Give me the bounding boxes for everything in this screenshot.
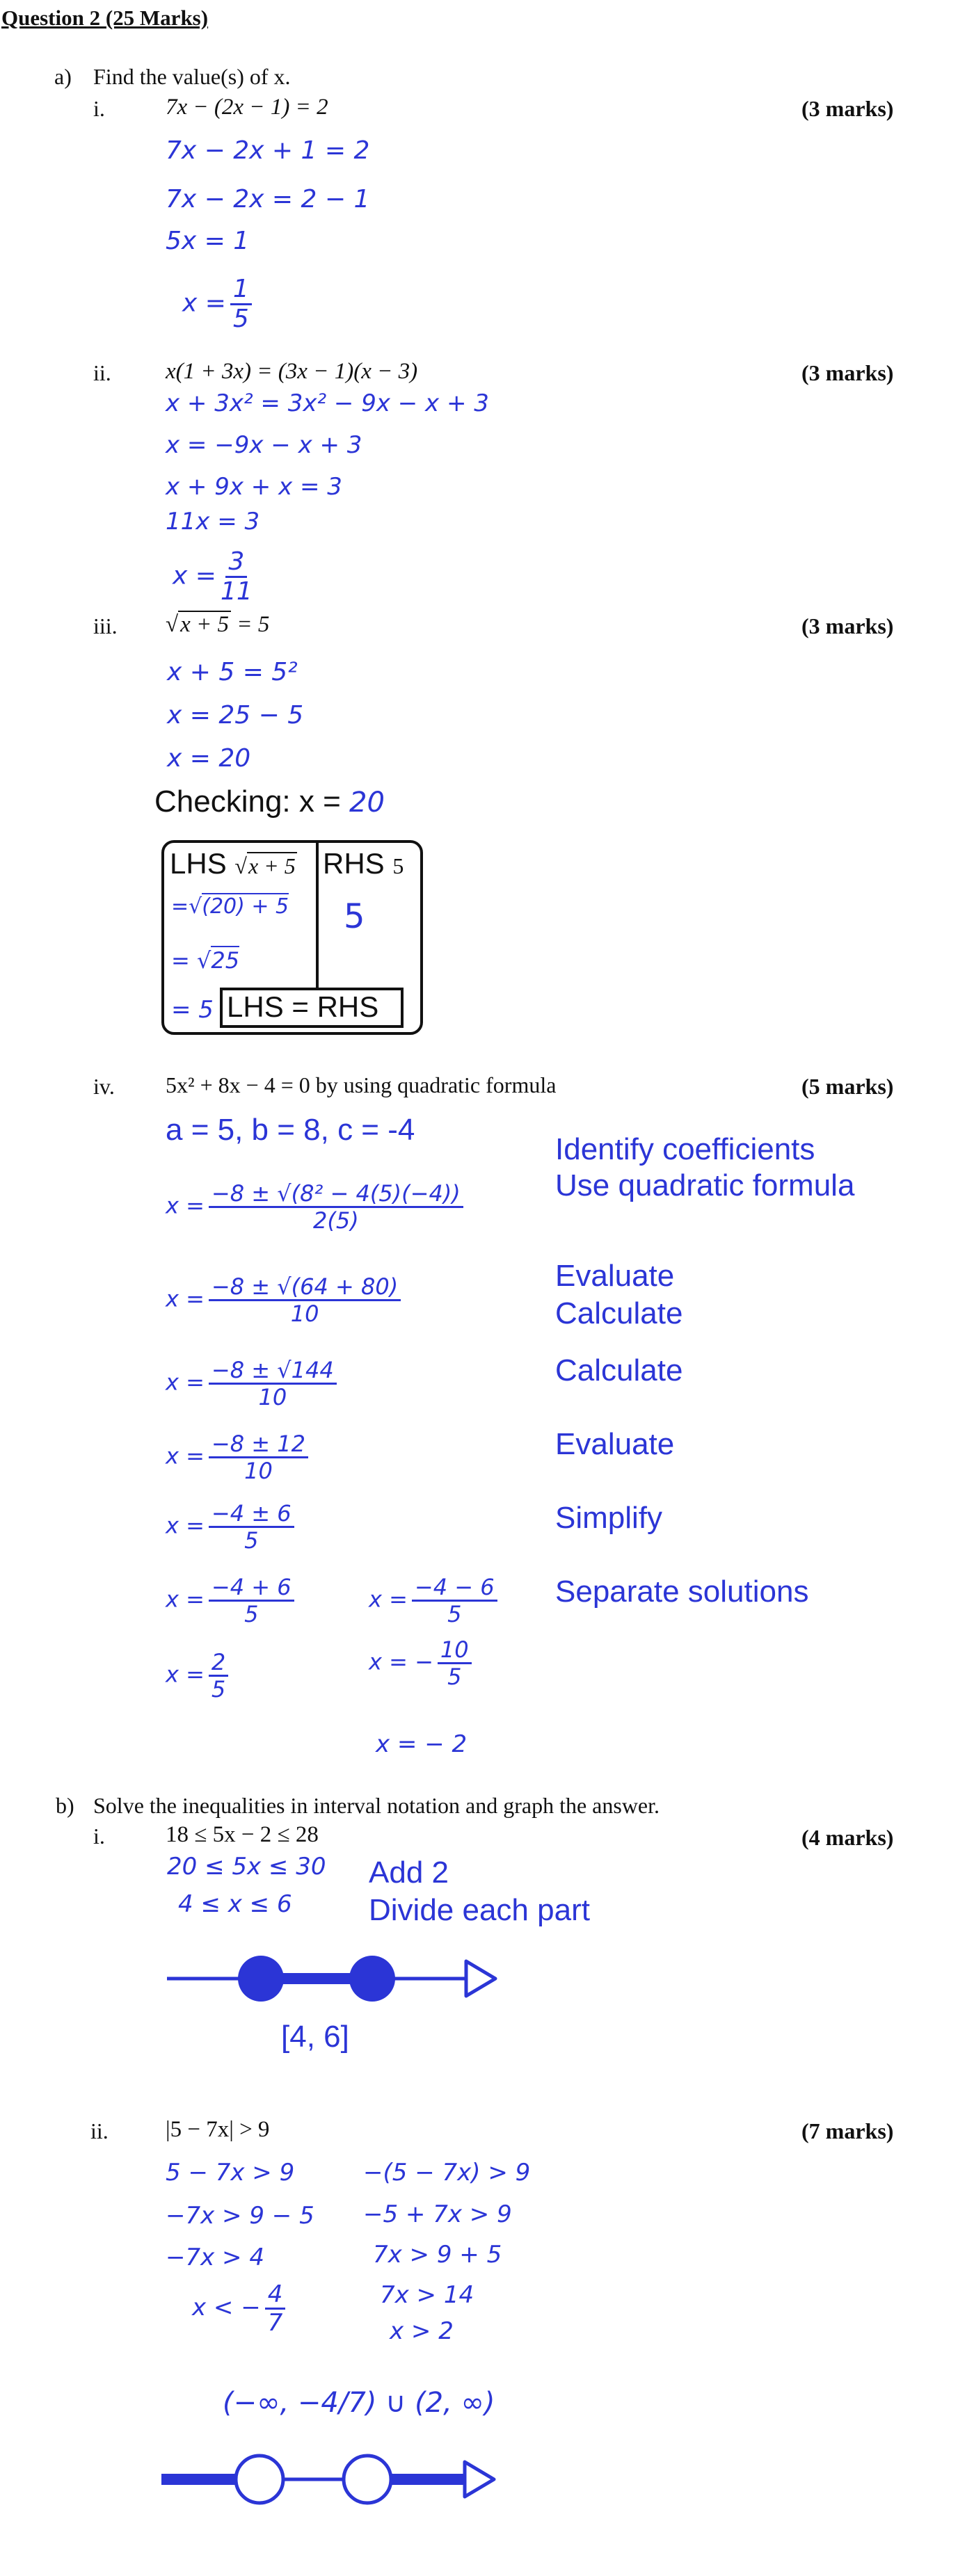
a-iii-step-2: x = 25 − 5 xyxy=(167,701,304,730)
b-ii-marks: (7 marks) xyxy=(801,2118,894,2143)
b-ii-equation: |5 − 7x| > 9 xyxy=(166,2117,270,2142)
a-i-number: i. xyxy=(93,96,105,121)
lhs-step-1: =√(20) + 5 xyxy=(171,894,289,919)
a-i-step-2: 7x − 2x = 2 − 1 xyxy=(166,185,370,214)
b-ii-left-final: x < − $\frac{4}{7}$ xyxy=(192,2283,285,2335)
formula-row: x = $\frac{-8 \pm 12}{10}$ xyxy=(166,1433,308,1482)
a-ii-step-2: x = −9x − x + 3 xyxy=(166,431,362,459)
b-i-interval: [4, 6] xyxy=(281,2020,349,2054)
checking-line: Checking: x = 20 xyxy=(154,784,385,819)
a-i-step-3: 5x = 1 xyxy=(166,227,250,255)
note-simplify: Simplify xyxy=(555,1501,663,1535)
a-iii-equation: √x + 5 = 5 xyxy=(166,612,270,637)
rhs-header: RHS 5 xyxy=(323,847,404,880)
a-iii-step-3: x = 20 xyxy=(167,744,251,773)
a-i-answer: x = $\frac{1}{5}$ xyxy=(182,277,252,332)
formula-row: x = $\frac{-8 \pm √144}{10}$ xyxy=(166,1359,337,1408)
a-iv-equation: 5x² + 8x − 4 = 0 by using quadratic formula xyxy=(166,1072,557,1097)
part-a-text: Find the value(s) of x. xyxy=(93,64,291,89)
lhs-step-3: = 5 xyxy=(171,996,214,1024)
coefficients: a = 5, b = 8, c = -4 xyxy=(166,1113,415,1147)
b-ii-right-step-1: −(5 − 7x) > 9 xyxy=(363,2159,531,2187)
note-add-2: Add 2 xyxy=(369,1855,449,1890)
b-ii-left-step-2: −7x > 9 − 5 xyxy=(166,2202,314,2230)
formula-row: x = $\frac{-8 \pm √(64 + 80)}{10}$ xyxy=(166,1275,401,1325)
right-mid: x = − $\frac{10}{5}$ xyxy=(369,1639,472,1688)
a-iii-marks: (3 marks) xyxy=(801,613,894,638)
b-ii-right-step-5: x > 2 xyxy=(390,2317,454,2345)
part-b-label: b) xyxy=(56,1793,74,1818)
a-iv-marks: (5 marks) xyxy=(801,1074,894,1099)
b-i-equation: 18 ≤ 5x − 2 ≤ 28 xyxy=(166,1822,319,1847)
a-ii-equation: x(1 + 3x) = (3x − 1)(x − 3) xyxy=(166,359,418,384)
a-iv-number: iv. xyxy=(93,1074,115,1099)
a-i-equation: 7x − (2x − 1) = 2 xyxy=(166,95,328,120)
lhs-header: LHS √x + 5 xyxy=(170,847,296,880)
left-solution: x = $\frac{-4 + 6}{5}$ xyxy=(166,1576,294,1625)
b-ii-right-step-4: 7x > 14 xyxy=(380,2281,474,2309)
note-calculate-2: Calculate xyxy=(555,1353,683,1387)
question-heading: Question 2 (25 Marks) xyxy=(1,6,209,30)
a-ii-answer: x = $\frac{3}{11}$ xyxy=(173,547,253,606)
left-final: x = $\frac{2}{5}$ xyxy=(166,1651,228,1700)
formula-row: x = $\frac{-4 \pm 6}{5}$ xyxy=(166,1502,294,1552)
note-separate: Separate solutions xyxy=(555,1575,809,1609)
b-i-step-1: 20 ≤ 5x ≤ 30 xyxy=(167,1853,326,1881)
b-i-marks: (4 marks) xyxy=(801,1825,894,1850)
right-solution: x = $\frac{-4 - 6}{5}$ xyxy=(369,1576,497,1625)
b-i-step-2: 4 ≤ x ≤ 6 xyxy=(178,1890,292,1918)
b-ii-right-step-3: 7x > 9 + 5 xyxy=(373,2241,502,2269)
b-ii-interval: (−∞, −4/7) ∪ (2, ∞) xyxy=(223,2387,495,2419)
a-iii-step-1: x + 5 = 5² xyxy=(167,658,298,686)
note-use-formula: Use quadratic formula xyxy=(555,1168,855,1202)
rhs-answer: 5 xyxy=(344,897,365,936)
note-calculate-1: Calculate xyxy=(555,1296,683,1330)
formula-row: x = $\frac{\text{−8 ± √(8² − 4(5)(−4))}}{2(5)}$ xyxy=(166,1182,463,1232)
b-ii-left-step-1: 5 − 7x > 9 xyxy=(166,2159,295,2187)
a-ii-step-3: x + 9x + x = 3 xyxy=(166,473,342,501)
lhs-step-2: = √25 xyxy=(171,947,240,974)
note-divide: Divide each part xyxy=(369,1893,590,1927)
number-line-closed xyxy=(160,1947,508,2010)
checking-table-divider xyxy=(316,840,319,988)
part-a-label: a) xyxy=(54,64,72,89)
a-ii-step-4: 11x = 3 xyxy=(166,508,260,536)
a-ii-number: ii. xyxy=(93,360,111,385)
part-b-text: Solve the inequalities in interval notation and graph the answer. xyxy=(93,1793,660,1818)
a-iii-number: iii. xyxy=(93,613,118,638)
b-ii-right-step-2: −5 + 7x > 9 xyxy=(363,2200,512,2228)
a-ii-step-1: x + 3x² = 3x² − 9x − x + 3 xyxy=(166,389,489,417)
b-ii-number: ii. xyxy=(90,2118,109,2143)
right-final: x = − 2 xyxy=(376,1730,468,1758)
note-identify: Identify coefficients xyxy=(555,1132,815,1166)
lhs-equals-rhs: LHS = RHS xyxy=(227,990,379,1023)
note-evaluate-2: Evaluate xyxy=(555,1427,675,1461)
a-ii-marks: (3 marks) xyxy=(801,360,894,385)
note-evaluate-1: Evaluate xyxy=(555,1259,675,1293)
a-i-marks: (3 marks) xyxy=(801,96,894,121)
b-ii-left-step-3: −7x > 4 xyxy=(166,2244,264,2271)
number-line-open xyxy=(159,2448,506,2511)
a-i-step-1: 7x − 2x + 1 = 2 xyxy=(166,136,370,165)
b-i-number: i. xyxy=(93,1824,105,1849)
